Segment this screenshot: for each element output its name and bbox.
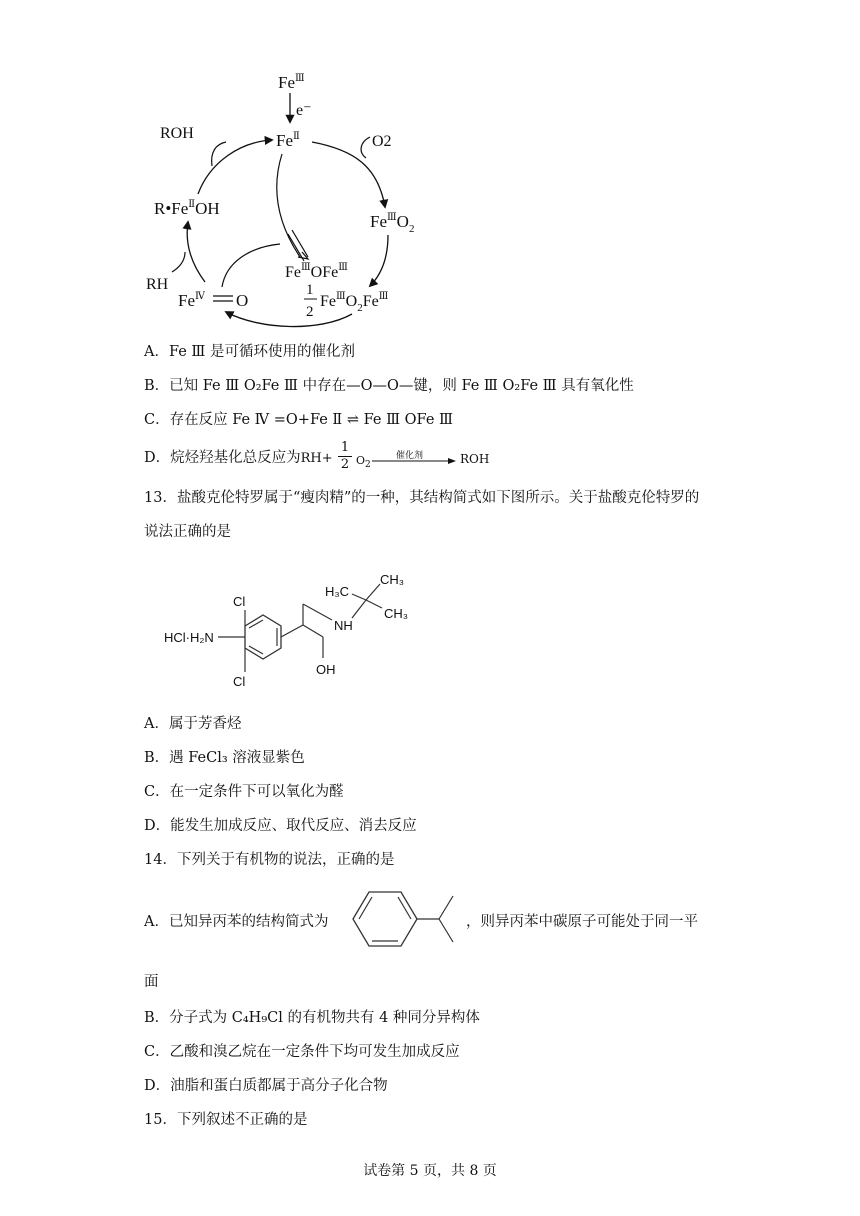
- oh-label: OH: [316, 662, 336, 677]
- q12-option-b: B．已知 Fe Ⅲ O₂Fe Ⅲ 中存在—O—O—键，则 Fe Ⅲ O₂Fe Ⅲ 具有氧化性: [144, 378, 634, 394]
- q12-d-reaction-arrow: [372, 456, 458, 466]
- q14-option-a-cont: 面: [144, 974, 159, 990]
- rh-hook: [172, 252, 185, 272]
- q14-option-d: D．油脂和蛋白质都属于高分子化合物: [144, 1078, 388, 1094]
- q12-d-catalyst: 催化剂: [396, 451, 424, 461]
- arrow-half-to-fe4: [226, 312, 352, 327]
- equilibrium-down-curve: [277, 154, 300, 257]
- fe-o-fe-label: $Fe^ⅢOFe^Ⅲ$: [285, 262, 348, 281]
- benzene-ring: [245, 615, 281, 659]
- half-den: 2: [306, 304, 314, 320]
- fe4-label: $Fe^Ⅳ$: [178, 291, 205, 310]
- ch3-top-label: CH₃: [380, 572, 405, 587]
- nh-label: NH: [334, 618, 353, 633]
- rh-label: RH: [146, 276, 169, 293]
- q13-option-a: A．属于芳香烃: [144, 716, 242, 732]
- h3c-label: H₃C: [325, 584, 350, 599]
- q13-stem-line1: 13．盐酸克伦特罗属于“瘦肉精”的一种，其结构简式如下图所示。关于盐酸克伦特罗的: [144, 490, 700, 506]
- cl-top-label: Cl: [233, 594, 246, 609]
- q14-stem: 14．下列关于有机物的说法，正确的是: [144, 852, 395, 868]
- arrow-fe2-to-fe3o2: [312, 142, 385, 207]
- electron-label: e⁻: [296, 102, 312, 119]
- q12-d-product: ROH: [460, 452, 490, 466]
- o2-hook: [361, 137, 370, 158]
- arrow-fe4-to-rfeoh: [187, 222, 205, 282]
- cl-bottom-label: Cl: [233, 674, 246, 689]
- q14-option-c: C．乙酸和溴乙烷在一定条件下均可发生加成反应: [144, 1044, 460, 1060]
- q12-option-a: A．Fe Ⅲ 是可循环使用的催化剂: [144, 344, 356, 360]
- q12-d-rh: RH+: [300, 451, 333, 466]
- q15-stem: 15．下列叙述不正确的是: [144, 1112, 308, 1128]
- hcl-h2n-label: HCl·H₂N: [164, 630, 214, 645]
- q12-d-num: 1: [340, 440, 350, 455]
- fe3o2-label: $Fe^ⅢO_2$: [370, 212, 415, 235]
- isopropylbenzene-structure: [345, 884, 465, 954]
- q13-option-c: C．在一定条件下可以氧化为醛: [144, 784, 344, 800]
- q12-d-fraction: [338, 440, 352, 473]
- q14-option-a-after: ，则异丙苯中碳原子可能处于同一平: [466, 914, 698, 930]
- fe2-label: $Fe^Ⅱ$: [276, 131, 300, 150]
- o2-label: O2: [372, 133, 392, 150]
- page-footer: 试卷第 5 页，共 8 页: [363, 1163, 497, 1179]
- equilibrium-arrow-2: [288, 234, 304, 261]
- q12-option-c: C．存在反应 Fe Ⅳ =O+Fe Ⅱ ⇌ Fe Ⅲ OFe Ⅲ: [144, 412, 454, 428]
- q13-option-b: B．遇 FeCl₃ 溶液显紫色: [144, 750, 305, 766]
- q12-option-d: [144, 448, 333, 469]
- q12-d-den: 2: [340, 457, 350, 472]
- equilibrium-arrow-1: [292, 230, 308, 257]
- catalytic-cycle-diagram: [130, 62, 460, 337]
- half-num: 1: [306, 282, 314, 298]
- arrow-fe3o2-to-half: [370, 235, 388, 286]
- clenbuterol-structure: [160, 568, 420, 698]
- arrow-rfeoh-to-fe2: [198, 140, 272, 194]
- r-fe-oh-label: $R•Fe^ⅡOH$: [154, 199, 220, 218]
- q12-d-o2: $O_2$: [356, 454, 371, 471]
- q13-stem-line2: 说法正确的是: [144, 524, 231, 540]
- ch3-right-label: CH₃: [384, 606, 409, 621]
- q14-option-a-before: A．已知异丙苯的结构简式为: [144, 914, 329, 930]
- half-fe-o2-fe-label: $Fe^ⅢO_2Fe^Ⅲ$: [320, 291, 389, 314]
- q12-d-prefix: D．烷烃羟基化总反应为: [144, 450, 301, 466]
- arrow-fefe-to-fe4: [222, 244, 280, 287]
- fe4-o-label: O: [236, 291, 249, 310]
- q13-option-d: D．能发生加成反应、取代反应、消去反应: [144, 818, 417, 834]
- fe3-top-label: $Fe^Ⅲ$: [278, 73, 305, 92]
- q14-option-b: B．分子式为 C₄H₉Cl 的有机物共有 4 种同分异构体: [144, 1010, 480, 1026]
- roh-label: ROH: [160, 125, 194, 142]
